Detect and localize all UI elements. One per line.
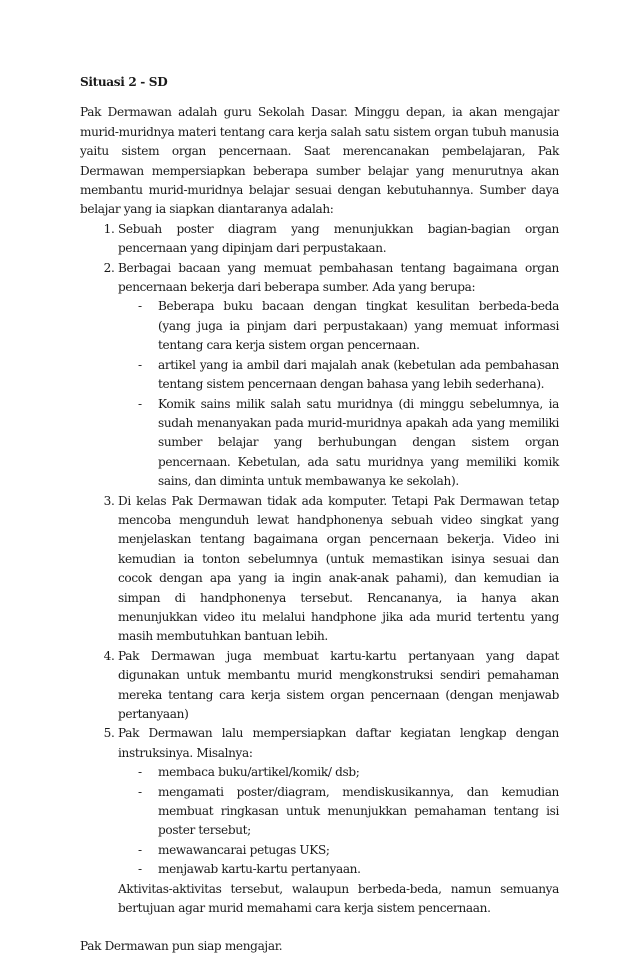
document-page bbox=[80, 73, 559, 969]
activity-closing-note: Aktivitas-aktivitas tersebut, walaupun berbeda-beda, namun semuanya bertujuan agar murid memahami cara kerja sistem pencernaan. bbox=[118, 881, 559, 916]
outro-paragraph: Pak Dermawan pun siap mengajar. bbox=[80, 939, 283, 954]
document-title: Situasi 2 - SD bbox=[80, 75, 168, 89]
sub-list-item: - Komik sains milik salah satu muridnya (di minggu sebelumnya, ia sudah menanyakan pada murid-muridnya apakah ada yang memiliki sumber belajar yang berhubungan dengan sistem organ pencernaan. Kebetulan, ada satu muridnya yang memiliki komik sains, dan diminta untuk membawanya ke sekolah). bbox=[138, 395, 559, 492]
sub-list-item: - Beberapa buku bacaan dengan tingkat kesulitan berbeda-beda (yang juga ia pinjam dari perpustakaan) yang memuat informasi tentang cara kerja sistem organ pencernaan. bbox=[138, 297, 559, 355]
list-item-text: Sebuah poster diagram yang menunjukkan bagian-bagian organ pencernaan yang dipinjam dari perpustakaan. bbox=[118, 221, 559, 256]
list-item-text: Pak Dermawan juga membuat kartu-kartu pertanyaan yang dapat digunakan untuk membantu murid mengkonstruksi sendiri pemahaman mereka tentang cara kerja sistem organ pencernaan (dengan menjawab pertanyaan) bbox=[118, 648, 559, 721]
sub-list-item: - membaca buku/artikel/komik/ dsb; bbox=[138, 763, 559, 782]
sub-list-item: - menjawab kartu-kartu pertanyaan. bbox=[138, 860, 559, 879]
sub-list-item: - mengamati poster/diagram, mendiskusikannya, dan kemudian membuat ringkasan untuk menunjukkan pemahaman tentang isi poster tersebut; bbox=[138, 783, 559, 841]
list-item-text: Berbagai bacaan yang memuat pembahasan tentang bagaimana organ pencernaan bekerja dari beberapa sumber. Ada yang berupa: bbox=[118, 260, 559, 295]
reading-sub-list bbox=[118, 297, 559, 491]
list-item bbox=[118, 724, 559, 918]
resource-list bbox=[80, 220, 559, 919]
list-item bbox=[118, 647, 559, 725]
intro-paragraph: Pak Dermawan adalah guru Sekolah Dasar. Minggu depan, ia akan mengajar murid-muridnya materi tentang cara kerja salah satu sistem organ tubuh manusia yaitu sistem organ pencernaan. Saat merencanakan pembelajaran, Pak Dermawan mempersiapkan beberapa sumber belajar yang menurutnya akan membantu murid-muridnya belajar sesuai dengan kebutuhannya. Sumber daya belajar yang ia siapkan diantaranya adalah: bbox=[80, 105, 559, 217]
sub-list-item: - artikel yang ia ambil dari majalah anak (kebetulan ada pembahasan tentang sistem pencernaan dengan bahasa yang lebih sederhana). bbox=[138, 356, 559, 395]
list-item bbox=[118, 259, 559, 492]
list-item bbox=[118, 492, 559, 647]
list-item-text: Di kelas Pak Dermawan tidak ada komputer. Tetapi Pak Dermawan tetap mencoba mengunduh lewat handphonenya sebuah video singkat yang menjelaskan tentang bagaimana organ pencernaan bekerja. Video ini kemudian ia tonton sebelumnya (untuk memastikan isinya sesuai dan cocok dengan apa yang ia ingin anak-anak pahami), dan kemudian ia simpan di handphonenya tersebut. Rencananya, ia hanya akan menunjukkan video itu melalui handphone jika ada murid tertentu yang masih membutuhkan bantuan lebih. bbox=[118, 493, 559, 644]
list-item bbox=[118, 220, 559, 259]
list-item-text: Pak Dermawan lalu mempersiapkan daftar kegiatan lengkap dengan instruksinya. Misalnya: bbox=[118, 726, 559, 760]
sub-list-item: - mewawancarai petugas UKS; bbox=[138, 841, 559, 860]
activity-sub-list bbox=[118, 763, 559, 879]
